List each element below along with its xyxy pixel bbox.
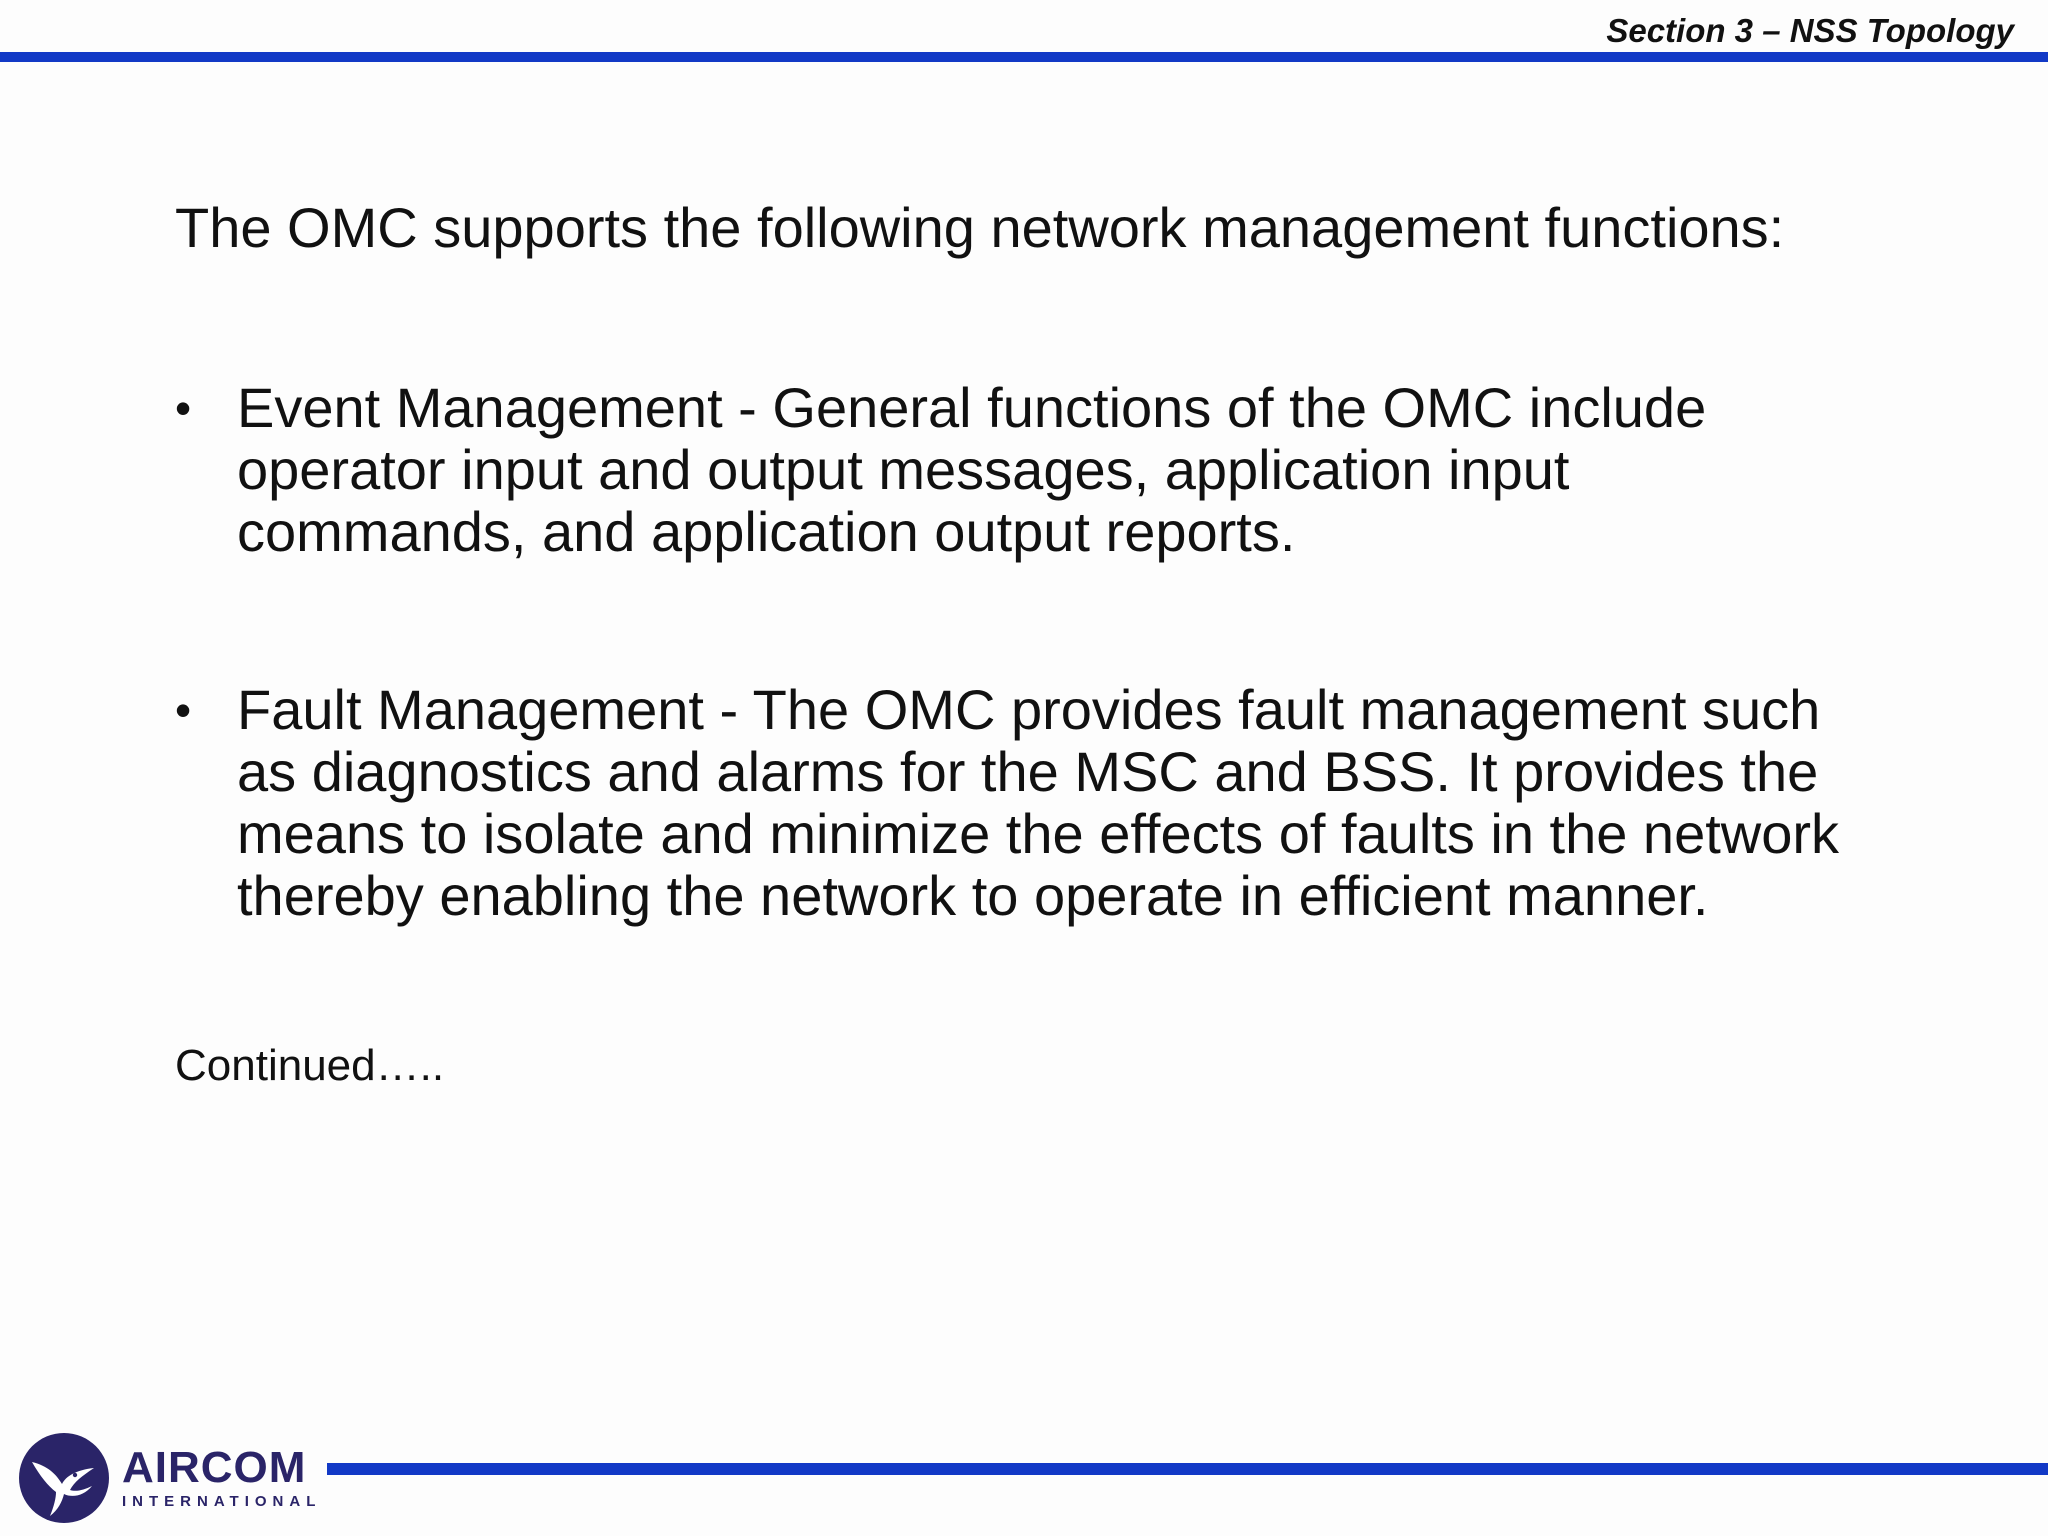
top-divider <box>0 52 2048 62</box>
logo-wordmark <box>122 1442 322 1511</box>
logo-name: AIRCOM <box>122 1442 307 1492</box>
bullet-line: Fault Management - The OMC provides fault management such <box>237 678 1821 741</box>
logo-subtitle: INTERNATIONAL <box>122 1492 322 1510</box>
aircom-logo <box>18 1430 321 1526</box>
bullet-marker: • <box>175 684 192 736</box>
bottom-divider <box>327 1463 2048 1475</box>
bullet-line: operator input and output messages, application input <box>237 438 1570 501</box>
continued-note: Continued….. <box>175 1041 445 1090</box>
bullet-marker: • <box>175 382 192 434</box>
bullet-text <box>237 679 1839 927</box>
bullet-line: Event Management - General functions of the OMC include <box>237 376 1707 439</box>
intro-text: The OMC supports the following network management functions: <box>175 196 1785 259</box>
bullet-text <box>237 377 1706 563</box>
bullet-line: thereby enabling the network to operate in efficient manner. <box>237 864 1709 927</box>
section-title: Section 3 – NSS Topology <box>1606 12 2014 49</box>
bullet-item-fault-management <box>175 679 1895 927</box>
bullet-line: as diagnostics and alarms for the MSC and BSS. It provides the <box>237 740 1819 803</box>
bullet-line: means to isolate and minimize the effects of faults in the network <box>237 802 1840 865</box>
bullet-line: commands, and application output reports. <box>237 500 1296 563</box>
bird-logo-icon <box>18 1432 110 1524</box>
bullet-item-event-management <box>175 377 1895 563</box>
